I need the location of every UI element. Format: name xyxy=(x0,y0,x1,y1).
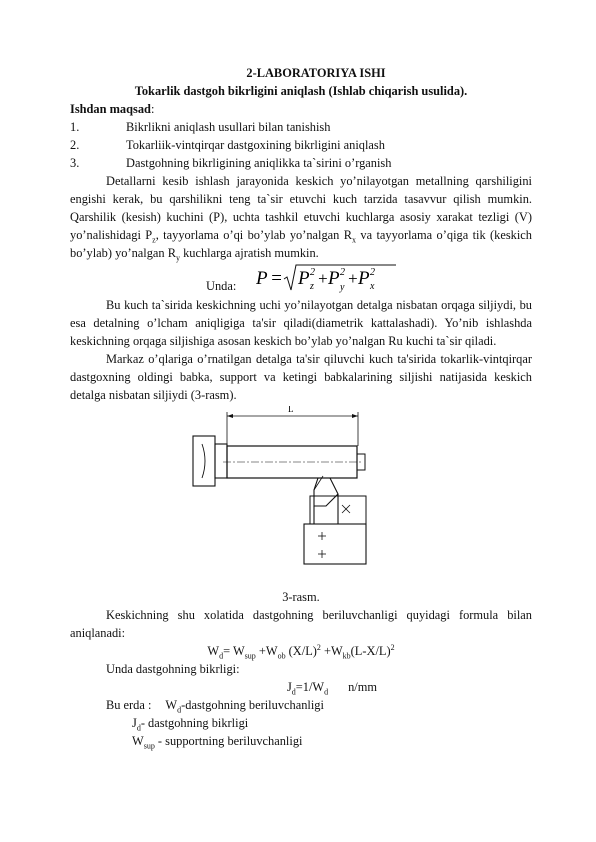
legend-line-3: $W_{sup}$ - supportning beriluvchanligi xyxy=(132,734,303,751)
subscript-z: z xyxy=(152,235,156,245)
cutting-tool xyxy=(314,478,338,506)
svg-text:P: P xyxy=(358,268,370,289)
stiffness-unit: n/mm xyxy=(348,680,378,694)
svg-text:y: y xyxy=(340,282,345,293)
dimension-arrow-right xyxy=(352,414,358,418)
paragraph-cutting-force xyxy=(70,172,532,262)
svg-text:+: + xyxy=(317,269,329,288)
para1-text-b: , tayyorlama o’qi bo’ylab yo’nalgan R xyxy=(155,228,353,242)
lathe-figure xyxy=(70,406,532,584)
svg-text:+: + xyxy=(347,269,359,288)
stiffness-intro: Unda dastgohning bikrligi: xyxy=(106,662,240,676)
aim-number: 2. xyxy=(70,138,80,152)
svg-text:2: 2 xyxy=(370,267,375,278)
document-page xyxy=(70,64,532,750)
paragraph-formula-intro: Keskichning shu xolatida dastgohning beriluvchanligi quyidagi formula bilan aniqlanadi: xyxy=(70,608,532,640)
dimension-label: L xyxy=(288,406,294,414)
stiffness-formula: $J_d=1/W_d$ n/mm xyxy=(286,680,378,697)
headstock-curve xyxy=(202,444,205,478)
para1-text-a: Detallarni kesib ishlash jarayonida keskich yo’nilayotgan metallning qarshiligini engishi kerak, bu qarshilikni teng ta`sir etuvchi kuch tarzida tasavvur qilish mumkin. Qarshilik (kesish) kuchini (P), uchta tashkil etuvchi kuchlarga asosiy xarakat tezligi (V) yo’nalishidagi P xyxy=(70,174,532,242)
para1-text-d: kuchlarga ajratish mumkin. xyxy=(179,246,319,260)
headstock-body xyxy=(193,436,215,486)
aim-item xyxy=(70,154,532,172)
para1-text-c: va tayyorlama o’qiga tik (keskich bo’ylab) yo’nalgan R xyxy=(70,228,532,260)
lab-subtitle: Tokarlik dastgoh bikrligini aniqlash (Ishlab chiqarish usulida). xyxy=(134,84,468,98)
lab-title: 2-LABORATORIYA ISHI xyxy=(246,66,386,80)
formula-lhs: P xyxy=(256,268,268,289)
chuck xyxy=(215,444,227,478)
svg-text:z: z xyxy=(310,281,314,292)
aim-heading xyxy=(70,100,532,118)
subscript-y: y xyxy=(175,253,180,263)
aim-item xyxy=(70,118,532,136)
aim-text: Bikrlikni aniqlash usullari bilan tanishish xyxy=(126,120,331,134)
legend-line-2: $J_d-$ dastgohning bikrligi xyxy=(132,716,249,733)
svg-text:P: P xyxy=(298,268,310,289)
unda-label: Unda: xyxy=(206,279,237,293)
formula-eq: = xyxy=(270,268,283,289)
force-formula xyxy=(256,262,406,296)
svg-text:2: 2 xyxy=(310,267,315,278)
subscript-x: x xyxy=(352,235,357,245)
support-carriage xyxy=(304,524,366,564)
legend-line-1: Bu erda : $W_d$-dastgohning beriluvchanligi xyxy=(106,698,324,715)
legend-label: Bu erda : xyxy=(106,698,152,712)
aim-number: 1. xyxy=(70,120,80,134)
aim-text: Tokarliik-vintqirqar dastgoxining bikrligini aniqlash xyxy=(126,138,385,152)
svg-text:2: 2 xyxy=(340,267,345,278)
dimension-arrow-left xyxy=(227,414,233,418)
aim-colon: : xyxy=(150,102,155,116)
aim-number: 3. xyxy=(70,156,80,170)
paragraph-deflection: Bu kuch ta`sirida keskichning uchi yo’nilayotgan detalga nisbatan orqaga siljiydi, bu esa detalning o’lcham aniqligiga ta'sir qiladi(diametrik kattalashadi). Yo’nib ishlashda keskichning orqaga siljishiga asosan keskich bo’ylab yo’nalgan Ru kuchi ta`sir qiladi. xyxy=(70,298,532,348)
figure-caption: 3-rasm. xyxy=(282,590,320,604)
aim-label: Ishdan maqsad xyxy=(70,102,151,116)
svg-text:P: P xyxy=(328,268,340,289)
compliance-formula: $W_d= W_{sup} +W_{ob}$ $(X/L)^2 +W_{kb}(L-X/L)^2$ xyxy=(207,642,395,661)
aim-text: Dastgohning bikrligining aniqlikka ta`sirini o’rganish xyxy=(126,156,392,170)
paragraph-machine-parts: Markaz o’qlariga o’rnatilgan detalga ta'sir qiluvchi kuch ta'sirida tokarlik-vintqirqar dastgoxning oldingi babka, support va ketingi babkalarining siljishi natijasida keskich detalga nisbatan siljiydi (3-rasm). xyxy=(70,352,532,402)
aim-item xyxy=(70,136,532,154)
svg-text:x: x xyxy=(370,281,375,292)
force-formula-row xyxy=(70,262,532,296)
lathe-diagram xyxy=(190,406,370,584)
